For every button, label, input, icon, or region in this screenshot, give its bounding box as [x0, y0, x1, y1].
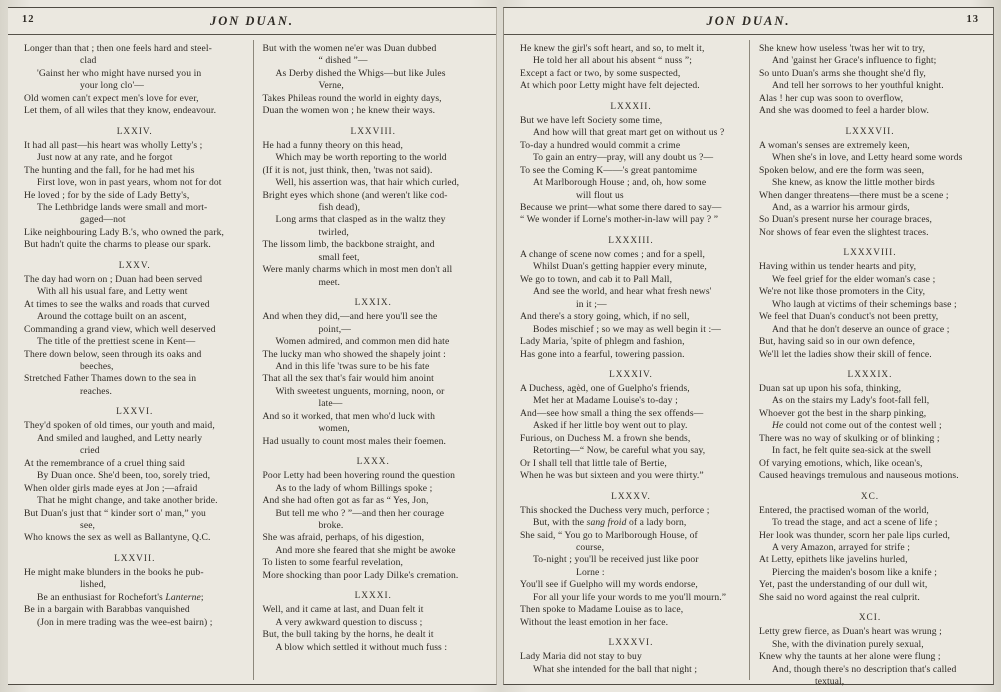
verse-line: Were manly charms which in most men don't all — [262, 264, 453, 276]
verse-line: meet. — [318, 276, 341, 288]
page-13-body — [504, 35, 993, 688]
verse-line: When older girls made eyes at Jon ;—afraid — [24, 482, 198, 494]
verse-line: But hadn't quite the charms to please our spark. — [24, 239, 211, 251]
verse-line: beeches, — [80, 360, 114, 372]
verse-line: A woman's senses are extremely keen, — [759, 139, 910, 151]
verse-line: But with the women ne'er was Duan dubbed — [262, 43, 437, 54]
verse-line: And tell her sorrows to her youthful knight. — [772, 80, 944, 92]
verse-line: It had all past—his heart was wholly Letty's ; — [24, 139, 203, 151]
stanza-number: LXXIV. — [116, 126, 153, 137]
page-12 — [8, 7, 497, 685]
verse-line: Lady Maria did not stay to buy — [520, 651, 642, 663]
page-13-header — [504, 8, 993, 35]
verse-line: A very awkward question to discuss ; — [275, 616, 423, 628]
verse-line: “ dished ”— — [318, 55, 368, 67]
verse-line: Met her at Madame Louise's to-day ; — [533, 395, 678, 407]
stanza-number: LXXXVII. — [845, 126, 895, 137]
verse-line: He could not come out of the contest well ; — [772, 420, 942, 432]
stanza-lxxxii — [520, 102, 742, 227]
verse-line: She was afraid, perhaps, of his digestion, — [262, 532, 425, 544]
verse-line: Bright eyes which shone (and weren't like cod- — [262, 189, 448, 201]
verse-line: late— — [318, 398, 343, 410]
verse-line: With all his usual fare, and Letty went — [37, 286, 188, 298]
verse-line: We're not like those promoters in the City, — [759, 286, 926, 298]
verse-line: He knew the girl's soft heart, and so, to melt it, — [520, 43, 705, 54]
stanza-lxxxix — [759, 370, 981, 483]
verse-line: By Duan once. She'd been, too, sorely tried, — [37, 470, 211, 482]
verse-line: And that he don't deserve an ounce of grace ; — [772, 323, 950, 335]
verse-line: And 'gainst her Grace's influence to fight; — [772, 55, 937, 67]
stanza-xci — [759, 613, 981, 688]
verse-line: And, though there's no description that's called — [772, 663, 957, 675]
verse-line: The hunting and the fall, for he had met his — [24, 164, 195, 176]
verse-line: At Letty, epithets like javelins hurled, — [759, 554, 908, 566]
stanza-lxxxiv — [520, 370, 742, 483]
verse-line: A very Amazon, arrayed for strife ; — [772, 541, 911, 553]
verse-line: clad — [80, 55, 97, 67]
verse-line: Well, his assertion was, that hair which curled, — [275, 177, 460, 189]
verse-line: When he was but sixteen and you were thirty.” — [520, 470, 704, 482]
page-13-column-1 — [514, 40, 746, 680]
verse-line: And—see how small a thing the sex offends— — [520, 407, 704, 419]
verse-line: Without the least emotion in her face. — [520, 616, 669, 628]
verse-line: The lissom limb, the backbone straight, and — [262, 239, 435, 251]
verse-line: will flout us — [576, 189, 624, 201]
verse-line: And there's a story going, which, if no sell, — [520, 311, 690, 323]
verse-line: They'd spoken of old times, our youth and maid, — [24, 420, 215, 432]
verse-line: textual, — [815, 676, 845, 688]
stanza-number: LXXXIV. — [609, 369, 653, 380]
verse-line: Yet, past the understanding of our dull wit, — [759, 579, 928, 591]
verse-line: And so it worked, that men who'd luck with — [262, 410, 435, 422]
verse-line: your long clo'— — [80, 80, 144, 92]
stanza-lxxv — [24, 261, 246, 399]
verse-line: Entered, the practised woman of the world, — [759, 504, 929, 516]
verse-line: When danger threatens—there must be a scene ; — [759, 189, 949, 201]
page-12-column-2 — [257, 40, 489, 680]
page-number-13: 13 — [966, 14, 979, 25]
page-12-body — [8, 35, 496, 684]
page-13-column-2 — [753, 40, 985, 688]
verse-line: He told her all about his absent “ nuss ”; — [533, 55, 692, 67]
verse-line: cried — [80, 445, 100, 457]
verse-line: To-night ; you'll be received just like poor — [533, 554, 699, 566]
verse-line: The title of the prettiest scene in Kent— — [37, 336, 196, 348]
verse-line: (Jon in mere trading was the wee-est bairn) ; — [37, 616, 213, 628]
stanza-lxxvii — [24, 554, 246, 629]
page-number-12: 12 — [22, 14, 35, 25]
verse-line: That he might change, and take another bride. — [37, 495, 218, 507]
verse-line: Retorting—“ Now, be careful what you say, — [533, 445, 706, 457]
verse-line: see, — [80, 519, 96, 531]
verse-line: And smiled and laughed, and Letty nearly — [37, 432, 203, 444]
verse-line: This shocked the Duchess very much, perforce ; — [520, 504, 710, 516]
verse-line: At Marlborough House ; and, oh, how some — [533, 177, 707, 189]
stanza-lxxxviii — [759, 248, 981, 361]
verse-line: Nor shows of fear even the slightest traces. — [759, 226, 929, 238]
verse-line: A Duchess, agèd, one of Guelpho's friends, — [520, 382, 690, 394]
verse-line: So unto Duan's arms she thought she'd fly, — [759, 67, 926, 79]
verse-line: So Duan's present nurse her courage braces, — [759, 214, 933, 226]
stanza-continuation — [520, 43, 742, 93]
verse-line: To see the Coming K——'s great pantomime — [520, 164, 698, 176]
verse-line: But Duan's just that “ kinder sort o' man,” you — [24, 507, 206, 519]
column-divider — [749, 40, 750, 680]
verse-line: There was no way of skulking or of blinking ; — [759, 432, 940, 444]
verse-line: Around the cottage built on an ascent, — [37, 311, 187, 323]
verse-line: And, as a warrior his armour girds, — [772, 201, 910, 213]
verse-line: Spoken below, and ere the form was seen, — [759, 164, 925, 176]
verse-line: For all your life your words to me you'll mourn.” — [533, 591, 727, 603]
verse-line: The Lethbridge lands were small and mort- — [37, 201, 208, 213]
verse-line: Piercing the maiden's bosom like a knife ; — [772, 566, 937, 578]
verse-line: Stretched Father Thames down to the sea in — [24, 373, 197, 385]
stanza-number: LXXV. — [118, 260, 151, 271]
verse-line: As on the stairs my Lady's foot-fall fell, — [772, 395, 930, 407]
verse-line: When she's in love, and Letty heard some words — [772, 152, 963, 164]
stanza-continuation — [263, 43, 485, 118]
verse-line: Old women can't expect men's love for ever, — [24, 92, 199, 104]
stanza-number: XC. — [860, 491, 880, 502]
running-title-13: JON DUAN. — [706, 13, 791, 28]
verse-line: To gain an entry—pray, will any doubt us ?— — [533, 152, 714, 164]
stanza-number: LXXXIII. — [608, 235, 654, 246]
verse-line: That all the sex that's fair would him anoint — [262, 373, 434, 385]
verse-line: She knew, as know the little mother birds — [772, 177, 935, 189]
verse-line: 'Gainst her who might have nursed you in — [37, 67, 202, 79]
verse-line: As to the lady of whom Billings spoke ; — [275, 482, 433, 494]
verse-line: Women admired, and common men did hate — [275, 336, 450, 348]
verse-line: Like neighbouring Lady B.'s, who owned the park, — [24, 226, 224, 238]
verse-line: in it ;— — [576, 298, 607, 310]
stanza-number: LXXX. — [356, 457, 390, 468]
stanza-number: LXXVI. — [116, 407, 154, 418]
verse-line: Just now at any rate, and he forgot — [37, 152, 173, 164]
verse-line: He might make blunders in the books he pub- — [24, 566, 204, 578]
verse-line: She, with the divination purely sexual, — [772, 638, 924, 650]
stanza-number: XCI. — [858, 613, 882, 624]
verse-line: In fact, he felt quite sea-sick at the swell — [772, 445, 932, 457]
stanza-number: LXXXI. — [354, 591, 392, 602]
verse-line: With sweetest unguents, morning, noon, or — [275, 385, 445, 397]
stanza-number: LXXVIII. — [350, 126, 396, 137]
stanza-number: LXXXIX. — [847, 369, 893, 380]
verse-line: Letty grew fierce, as Duan's heart was wrung ; — [759, 626, 942, 638]
stanza-number: LXXXV. — [611, 491, 651, 502]
verse-line: Knew why the taunts at her alone were flung ; — [759, 651, 941, 663]
stanza-lxxxv — [520, 492, 742, 630]
verse-line: broke. — [318, 519, 344, 531]
verse-line: More shocking than poor Lady Dilke's cremation. — [262, 569, 459, 581]
verse-line: Be an enthusiast for Rochefort's Lanterne; — [37, 591, 204, 603]
verse-line: Be in a bargain with Barabbas vanquished — [24, 604, 190, 616]
verse-line: Duan the women won ; he knew their ways. — [262, 105, 436, 117]
verse-line: women, — [318, 423, 350, 435]
stanza-lxxvi — [24, 407, 246, 545]
stanza-lxxxi — [263, 591, 485, 654]
verse-line: Asked if her little boy went out to play. — [533, 420, 688, 432]
stanza-number: LXXVII. — [114, 553, 156, 564]
verse-line: Her look was thunder, scorn her pale lips curled, — [759, 529, 951, 541]
verse-line: Let them, of all wiles that they know, endeavour. — [24, 105, 217, 117]
stanza-lxxx — [263, 457, 485, 582]
verse-line: lished, — [80, 579, 107, 591]
verse-line: And more she feared that she might be awoke — [275, 544, 456, 556]
verse-line: Lorne : — [576, 566, 605, 578]
verse-line: At times to see the walks and roads that curved — [24, 298, 210, 310]
verse-line: fish dead), — [318, 201, 361, 213]
verse-line: Furious, on Duchess M. a frown she bends, — [520, 432, 691, 444]
verse-line: (If it is not, just think, then, 'twas not said). — [262, 164, 433, 176]
verse-line: point,— — [318, 323, 351, 335]
verse-line: Poor Letty had been hovering round the question — [262, 470, 456, 482]
verse-line: “ We wonder if Lorne's mother-in-law will pay ? ” — [520, 214, 719, 226]
verse-line: As Derby dished the Whigs—but like Jules — [275, 67, 446, 79]
verse-line: And how will that great mart get on without us ? — [533, 127, 725, 139]
stanza-lxxix — [263, 298, 485, 448]
verse-line: Lady Maria, 'spite of phlegm and fashion, — [520, 336, 685, 348]
verse-line: Had usually to count most males their foemen. — [262, 435, 447, 447]
verse-line: And in this life 'twas sure to be his fate — [275, 360, 430, 372]
verse-line: Longer than that ; then one feels hard and steel- — [24, 43, 212, 54]
verse-line: Then spoke to Madame Louise as to lace, — [520, 604, 684, 616]
stanza-lxxiv — [24, 127, 246, 252]
verse-line: gaged—not — [80, 214, 126, 226]
verse-line: Duan sat up upon his sofa, thinking, — [759, 382, 902, 394]
verse-line: At the remembrance of a cruel thing said — [24, 457, 185, 469]
verse-line: To-day a hundred would commit a crime — [520, 139, 681, 151]
verse-line: He loved ; for by the side of Lady Betty's, — [24, 189, 190, 201]
verse-line: A blow which settled it without much fuss : — [275, 641, 448, 653]
verse-line: Whoever got the best in the sharp pinking, — [759, 407, 927, 419]
verse-line: We go to town, and cab it to Pall Mall, — [520, 273, 673, 285]
verse-line: Caused heavings tremulous and nauseous motions. — [759, 470, 959, 482]
verse-line: small feet, — [318, 251, 360, 263]
stanza-lxxxvi — [520, 638, 742, 676]
verse-line: Because we print—what some there dared to say— — [520, 201, 722, 213]
running-title-12: JON DUAN. — [210, 13, 294, 28]
stanza-number: LXXXII. — [610, 101, 652, 112]
verse-line: You'll see if Guelpho will my words endorse, — [520, 579, 698, 591]
page-12-header — [8, 8, 496, 35]
verse-line: She said no word against the real culprit. — [759, 591, 920, 603]
verse-line: But, the bull taking by the horns, he dealt it — [262, 629, 434, 641]
verse-line: We feel that Duan's conduct's not been pretty, — [759, 311, 939, 323]
verse-line: reaches. — [80, 385, 112, 397]
verse-line: To tread the stage, and act a scene of life ; — [772, 517, 938, 529]
stanza-number: LXXXVIII. — [843, 248, 897, 259]
verse-line: He had a funny theory on this head, — [262, 139, 403, 151]
verse-line: But tell me who ? ”—and then her courage — [275, 507, 445, 519]
verse-line: Has gone into a fearful, towering passion. — [520, 348, 685, 360]
verse-line: We'll let the ladies show their skill of fence. — [759, 348, 932, 360]
verse-line: Who knows the sex as well as Ballantyne, Q.C. — [24, 532, 211, 544]
verse-line: twirled, — [318, 226, 349, 238]
stanza-xc — [759, 492, 981, 605]
stanza-lxxxvii — [759, 127, 981, 240]
page-12-column-1 — [18, 40, 250, 680]
column-divider — [253, 40, 254, 680]
verse-line: We feel grief for the elder woman's case ; — [772, 273, 936, 285]
stanza-number: LXXIX. — [354, 298, 392, 309]
verse-line: She said, “ You go to Marlborough House, of — [520, 529, 698, 541]
verse-line: But we have left Society some time, — [520, 114, 663, 126]
verse-line: A change of scene now comes ; and for a spell, — [520, 248, 705, 260]
verse-line: Which may be worth reporting to the world — [275, 152, 447, 164]
verse-line: Verne, — [318, 80, 344, 92]
verse-line: Commanding a grand view, which well deserved — [24, 323, 216, 335]
stanza-number: LXXXVI. — [608, 638, 654, 649]
verse-line: There down below, seen through its oaks and — [24, 348, 202, 360]
verse-line: And she was doomed to feel a harder blow. — [759, 105, 929, 117]
verse-line: course, — [576, 541, 605, 553]
verse-line: Having within us tender hearts and pity, — [759, 261, 917, 273]
stanza-continuation — [24, 43, 246, 118]
verse-line: To listen to some fearful revelation, — [262, 557, 403, 569]
verse-line: Well, and it came at last, and Duan felt it — [262, 604, 424, 616]
verse-line: What she intended for the ball that night ; — [533, 663, 698, 675]
verse-line: But, with the sang froid of a lady born, — [533, 517, 687, 529]
verse-line: Long arms that clasped as in the waltz they — [275, 214, 446, 226]
verse-line: And she had often got as far as “ Yes, Jon, — [262, 495, 429, 507]
verse-line: But, having said so in our own defence, — [759, 336, 916, 348]
verse-line: Alas ! her cup was soon to overflow, — [759, 92, 904, 104]
verse-line: Bodes mischief ; so we may as well begin it :— — [533, 323, 721, 335]
verse-line: The lucky man who showed the shapely joint : — [262, 348, 446, 360]
verse-line: The day had worn on ; Duan had been served — [24, 273, 203, 285]
page-13 — [503, 7, 994, 688]
verse-line: And when they did,—and here you'll see the — [262, 311, 438, 323]
verse-line: Of varying emotions, which, like ocean's, — [759, 457, 923, 469]
stanza-lxxxiii — [520, 236, 742, 361]
verse-line: At which poor Letty might have felt dejected. — [520, 80, 700, 92]
verse-line: And see the world, and hear what fresh news' — [533, 286, 712, 298]
verse-line: Who laugh at victims of their schemings base ; — [772, 298, 957, 310]
stanza-lxxviii — [263, 127, 485, 289]
verse-line: She knew how useless 'twas her wit to try, — [759, 43, 925, 54]
verse-line: Except a fact or two, by some suspected, — [520, 67, 681, 79]
verse-line: Takes Phileas round the world in eighty days, — [262, 92, 442, 104]
stanza-continuation — [759, 43, 981, 118]
verse-line: Or I shall tell that little tale of Bertie, — [520, 457, 667, 469]
verse-line: Whilst Duan's getting happier every minute, — [533, 261, 707, 273]
verse-line: First love, won in past years, whom not for dot — [37, 177, 222, 189]
